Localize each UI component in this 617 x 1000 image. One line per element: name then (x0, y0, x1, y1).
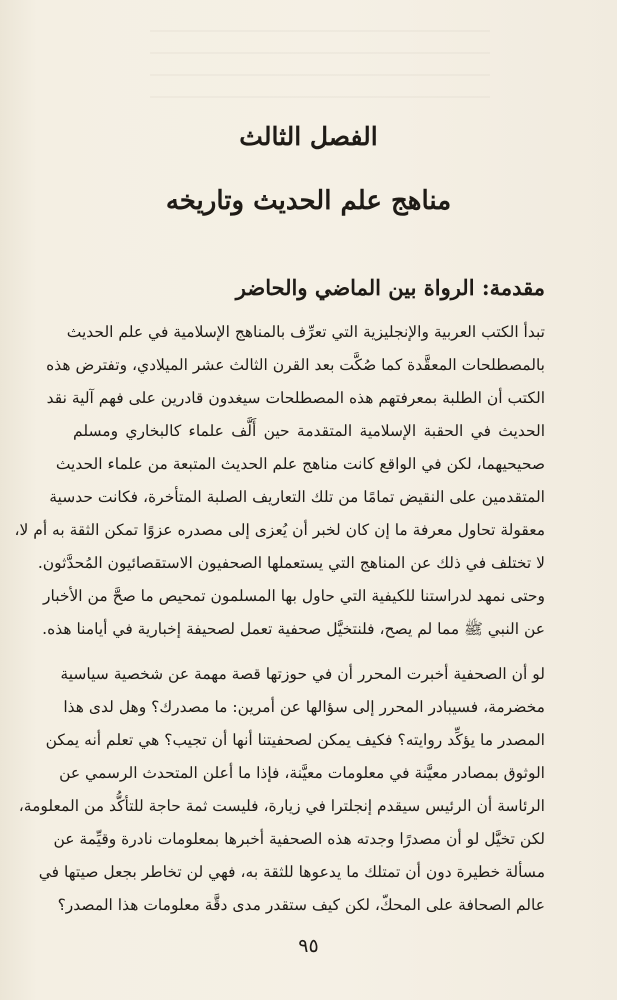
paragraph-2-line-7: مسألة خطيرة دون أن تمتلك ما يدعوها للثقة به، فهي لن تخاطر بجعل صيتها في (38, 863, 545, 881)
paragraph-1-line-6: المتقدمين على النقيض تمامًا من تلك التعاريف الصلبة المتأخرة، فكانت حدسية (49, 488, 545, 506)
chapter-title: مناهج علم الحديث وتاريخه (165, 186, 452, 216)
paragraph-1-line-3: الكتب أن الطلبة بمعرفتهم هذه المصطلحات سيغدون قادرين على فهم آلية نقد (46, 389, 545, 407)
paragraph-1-line-10: عن النبي ﷺ مما لم يصح، فلنتخيَّل صحفية تعمل لصحيفة إخبارية في أيامنا هذه. (42, 620, 545, 638)
paragraph-1-line-5: صحيحيهما، لكن في الواقع كانت مناهج علم الحديث المتبعة من علماء الحديث (55, 455, 545, 473)
paragraph-1-line-2: بالمصطلحات المعقَّدة كما صُكَّت بعد القرن الثالث عشر الميلادي، وتفترض هذه (46, 356, 545, 374)
paragraph-1-line-8: لا تختلف في ذلك عن المناهج التي يستعملها الصحفيون الاستقصائيون المُحدَّثون. (37, 554, 545, 572)
bleed-through-texture (150, 30, 490, 100)
paragraph-1-line-1: تبدأ الكتب العربية والإنجليزية التي تعرِّف بالمناهج الإسلامية في علم الحديث (66, 323, 545, 341)
paragraph-2-line-6: لكن تخيَّل لو أن مصدرًا وجدته هذه الصحفية أخبرها بمعلومات نادرة وقيِّمة عن (53, 830, 545, 848)
section-heading: مقدمة: الرواة بين الماضي والحاضر (235, 275, 545, 300)
paragraph-2-line-4: الوثوق بمصادر معيَّنة في معلومات معيَّنة، فإذا ما أعلن المتحدث الرسمي عن (59, 764, 545, 782)
paragraph-2-line-2: مخضرمة، فسيبادر المحرر إلى سؤالها عن أمرين: ما مصدرك؟ وهل لدى هذا (63, 698, 545, 716)
paragraph-2-line-1: لو أن الصحفية أخبرت المحرر أن في حوزتها قصة مهمة عن شخصية سياسية (60, 665, 545, 683)
paragraph-2-line-5: الرئاسة أن الرئيس سيقدم إنجلترا في زيارة، فليست ثمة حاجة للتأكُّد من المعلومة، (18, 797, 545, 815)
paragraph-1-line-9: وحتى نمهد لدراستنا للكيفية التي حاول بها المسلمون تمحيص ما صحَّ من الأخبار (43, 587, 545, 605)
paragraph-1-line-7: معقولة تحاول معرفة ما إن كان لخبر أن يُعزى إلى مصدره عزوًا تمكن الثقة به أم لا، (14, 521, 545, 539)
paragraph-1-line-4: الحديث في الحقبة الإسلامية المتقدمة حين أَلَّف علماء كالبخاري ومسلم (73, 422, 545, 440)
page-number: ٩٥ (298, 935, 319, 957)
chapter-label: الفصل الثالث (239, 122, 378, 151)
paragraph-2-line-8: عالم الصحافة على المحكّ، لكن كيف ستقدر مدى دقَّة معلومات هذا المصدر؟ (57, 896, 545, 914)
paragraph-2-line-3: المصدر ما يؤكِّد روايته؟ فكيف يمكن لصحفيتنا أنها أن تجيب؟ هي تعلم أنه يمكن (45, 731, 545, 749)
